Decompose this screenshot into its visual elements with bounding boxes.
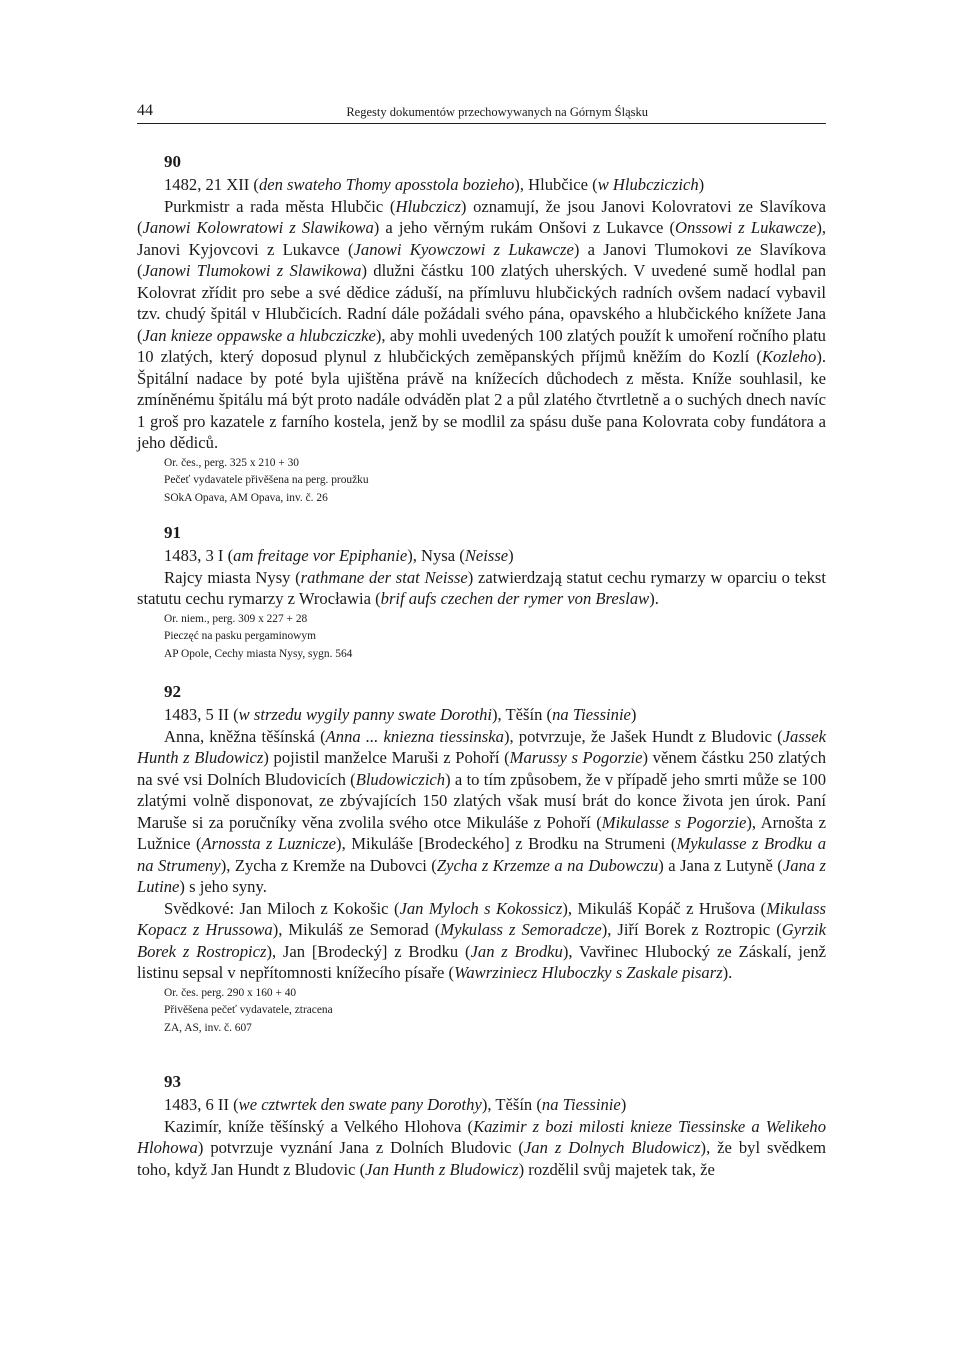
entry-number: 90 <box>164 152 181 171</box>
entry-number: 91 <box>164 523 181 542</box>
archival-note-line: AP Opole, Cechy miasta Nysy, sygn. 564 <box>164 647 353 660</box>
entry-body <box>137 1094 826 1180</box>
entry-body <box>137 174 826 454</box>
entry-body <box>137 545 826 610</box>
running-title: Regesty dokumentów przechowywanych na Górnym Śląsku <box>346 105 648 119</box>
document-page <box>137 98 827 1179</box>
entry-body <box>137 704 826 984</box>
archival-note-line: Přivěšena pečeť vydavatele, ztracena <box>164 1004 333 1016</box>
entry-archival-note <box>137 611 826 664</box>
entry-summary-paragraph: Purkmistr a rada města Hlubčic (Hlubczicz) oznamují, že jsou Janovi Kolovratovi ze Slavíkova (Janowi Kolowratowi z Slawikowa) a jeho věrným rukám Onšovi z Lukavce (Onssowi z Lukawcze), Janovi Kyjovcovi z Lukavce (Janowi Kyowczowi z Lukawcze) a Janovi Tlumokovi ze Slavíkova (Janowi Tlumokowi z Slawikowa) dlužni částku 100 zlatých uherských. V uvedené sumě hodlal pan Kolovrat zřídit pro sebe a své dědice záduší, na přímluvu hlubčických radních ovšem nadací vybavil tzv. chudý špitál v Hlubčicích. Radní dále požádali svého pána, opavského a hlubčického knížete Jana (Jan knieze oppawske a hlubcziczke), aby mohli uvedených 100 zlatých použít k umoření ročního platu 10 zlatých, který doposud plynul z hlubčických zeměpanských příjmů kněžím do Kozlí (Kozleho). Špitální nadace by poté byla ujištěna právě na knížecích důchodech z města. Kníže souhlasil, ke zmíněnému špitálu má být proto nadále odváděn plat 2 a půl zlatého čtvrtletně a o suchých dnech navíc 1 groš pro kazatele z farního kostela, jenž by se modlil za spásu duše pana Kolovrata coby fundátora a jeho dědiců. <box>137 196 826 452</box>
page-number: 44 <box>137 102 153 119</box>
archival-note-line: Or. čes., perg. 325 x 210 + 30 <box>164 456 299 469</box>
entry-number: 93 <box>164 1072 181 1091</box>
archival-note-line: Or. niem., perg. 309 x 227 + 28 <box>164 612 308 625</box>
regest-entry <box>137 680 826 1037</box>
entry-number: 92 <box>164 682 181 701</box>
archival-note-line: Pečeť vydavatele přivěšena na perg. proužku <box>164 474 369 486</box>
archival-note-line: Pieczęć na pasku pergaminowym <box>164 630 316 642</box>
regest-entry <box>137 150 826 507</box>
running-header <box>137 98 826 124</box>
archival-note-line: ZA, AS, inv. č. 607 <box>164 1021 252 1034</box>
archival-note-line: SOkA Opava, AM Opava, inv. č. 26 <box>164 491 328 504</box>
entry-date-line: 1483, 6 II (we cztwrtek den swate pany Dorothy), Těšín (na Tiessinie) <box>164 1095 627 1114</box>
entry-date-line: 1482, 21 XII (den swateho Thomy aposstola bozieho), Hlubčice (w Hlubcziczich) <box>164 175 705 194</box>
entry-date-line: 1483, 3 I (am freitage vor Epiphanie), Nysa (Neisse) <box>164 546 514 565</box>
archival-note-line: Or. čes. perg. 290 x 160 + 40 <box>164 986 297 999</box>
entry-summary-paragraph: Anna, kněžna těšínská (Anna ... kniezna tiessinska), potvrzuje, že Jašek Hundt z Bludovic (Jassek Hunth z Bludowicz) pojistil manželce Maruši z Pohoří (Marussy s Pogorzie) věnem částku 250 zlatých na své vsi Dolních Bludovicích (Bludowiczich) a to tím způsobem, že v případě jeho smrti může se 100 zlatými volně disponovat, ze zbývajících 150 zlatých však musí brát do konce života jen úrok. Paní Maruše si za poručníky věna zvolila svého otce Mikuláše z Pohoří (Mikulasse s Pogorzie), Arnošta z Lužnice (Arnossta z Luznicze), Mikuláše [Brodeckého] z Brodku na Strumeni (Mykulasse z Brodku a na Strumeny), Zycha z Kremže na Dubovci (Zycha z Krzemze a na Dubowczu) a Jana z Lutyně (Jana z Lutine) s jeho syny. <box>137 726 827 896</box>
entry-archival-note <box>137 455 826 508</box>
entry-date-line: 1483, 5 II (w strzedu wygily panny swate Dorothi), Těšín (na Tiessinie) <box>164 705 637 724</box>
entry-summary-paragraph: Kazimír, kníže těšínský a Velkého Hlohova (Kazimir z bozi milosti knieze Tiessinske a Welikeho Hlohowa) potvrzuje vyznání Jana z Dolních Bludovic (Jan z Dolnych Bludowicz), že byl svědkem toho, když Jan Hundt z Bludovic (Jan Hunth z Bludowicz) rozdělil svůj majetek tak, že <box>137 1116 826 1179</box>
entry-summary-paragraph: Rajcy miasta Nysy (rathmane der stat Neisse) zatwierdzają statut cechu rymarzy w oparciu o tekst statutu cechu rymarzy z Wrocławia (brif aufs czechen der rymer von Breslaw). <box>137 567 826 608</box>
entry-archival-note <box>137 985 826 1038</box>
entry-summary-paragraph: Svědkové: Jan Miloch z Kokošic (Jan Myloch s Kokossicz), Mikuláš Kopáč z Hrušova (Mikulass Kopacz z Hrussowa), Mikuláš ze Semorad (Mykulass z Semoradcze), Jiří Borek z Roztropic (Gyrzik Borek z Rostropicz), Jan [Brodecký] z Brodku (Jan z Brodku), Vavřinec Hlubocký ze Záskalí, jenž listinu sepsal v nepřítomnosti knížecího písaře (Wawrziniecz Hluboczky s Zaskale pisarz). <box>137 898 827 982</box>
regest-entry <box>137 1070 826 1180</box>
regest-entry <box>137 521 826 663</box>
